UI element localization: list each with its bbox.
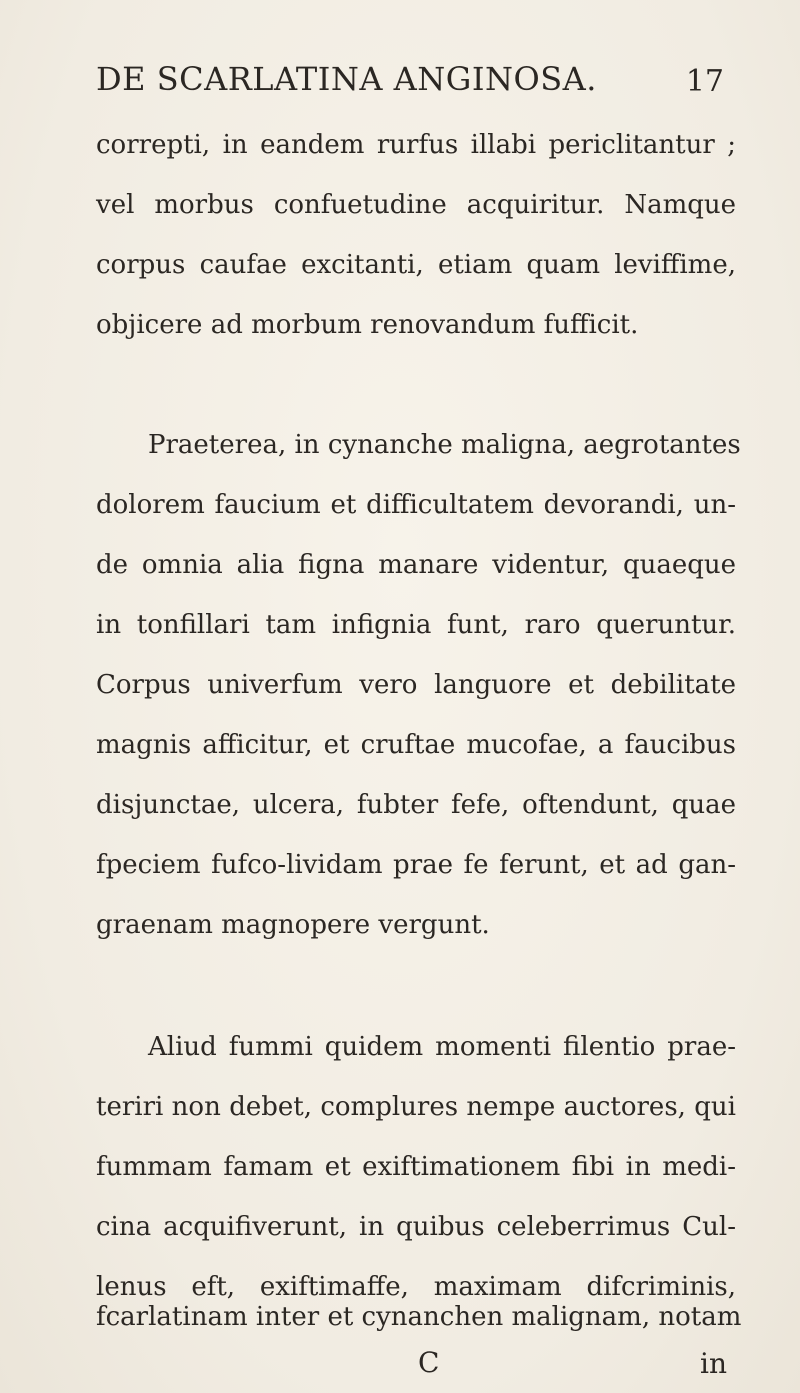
text-line: graenam magnopere vergunt. (96, 910, 490, 940)
text-line: de omnia alia figna manare videntur, quaeque (96, 550, 736, 580)
text-line: lenus eft, exiftimaffe, maximam difcriminis, (96, 1272, 736, 1302)
text-line: in tonfillari tam infignia funt, raro queruntur. (96, 610, 736, 640)
text-line: Aliud fummi quidem momenti filentio prae- (148, 1032, 736, 1062)
text-line: objicere ad morbum renovandum fufficit. (96, 310, 639, 340)
text-line: fpeciem fufco-lividam prae fe ferunt, et ad gan- (96, 850, 736, 880)
text-line: correpti, in eandem rurfus illabi periclitantur ; (96, 130, 736, 160)
page-header (96, 60, 724, 108)
page-number: 17 (685, 64, 724, 99)
text-line: magnis afficitur, et cruftae mucofae, a faucibus (96, 730, 736, 760)
text-line: fcarlatinam inter et cynanchen malignam, notam (96, 1302, 742, 1332)
text-line: Praeterea, in cynanche maligna, aegrotantes (148, 430, 741, 460)
running-title: DE SCARLATINA ANGINOSA. (96, 60, 597, 98)
text-line: Corpus univerfum vero languore et debilitate (96, 670, 736, 700)
text-line: fummam famam et exiftimationem fibi in medi- (96, 1152, 736, 1182)
text-line: cina acquifiverunt, in quibus celeberrimus Cul- (96, 1212, 736, 1242)
text-line: vel morbus confuetudine acquiritur. Namque (96, 190, 736, 220)
text-line: teriri non debet, complures nempe auctores, qui (96, 1092, 736, 1122)
text-line: disjunctae, ulcera, fubter fefe, oftendunt, quae (96, 790, 736, 820)
catchword: in (700, 1347, 727, 1380)
text-line: dolorem faucium et difficultatem devorandi, un- (96, 490, 736, 520)
signature-mark: C (418, 1346, 440, 1379)
text-line: corpus caufae excitanti, etiam quam leviffime, (96, 250, 736, 280)
